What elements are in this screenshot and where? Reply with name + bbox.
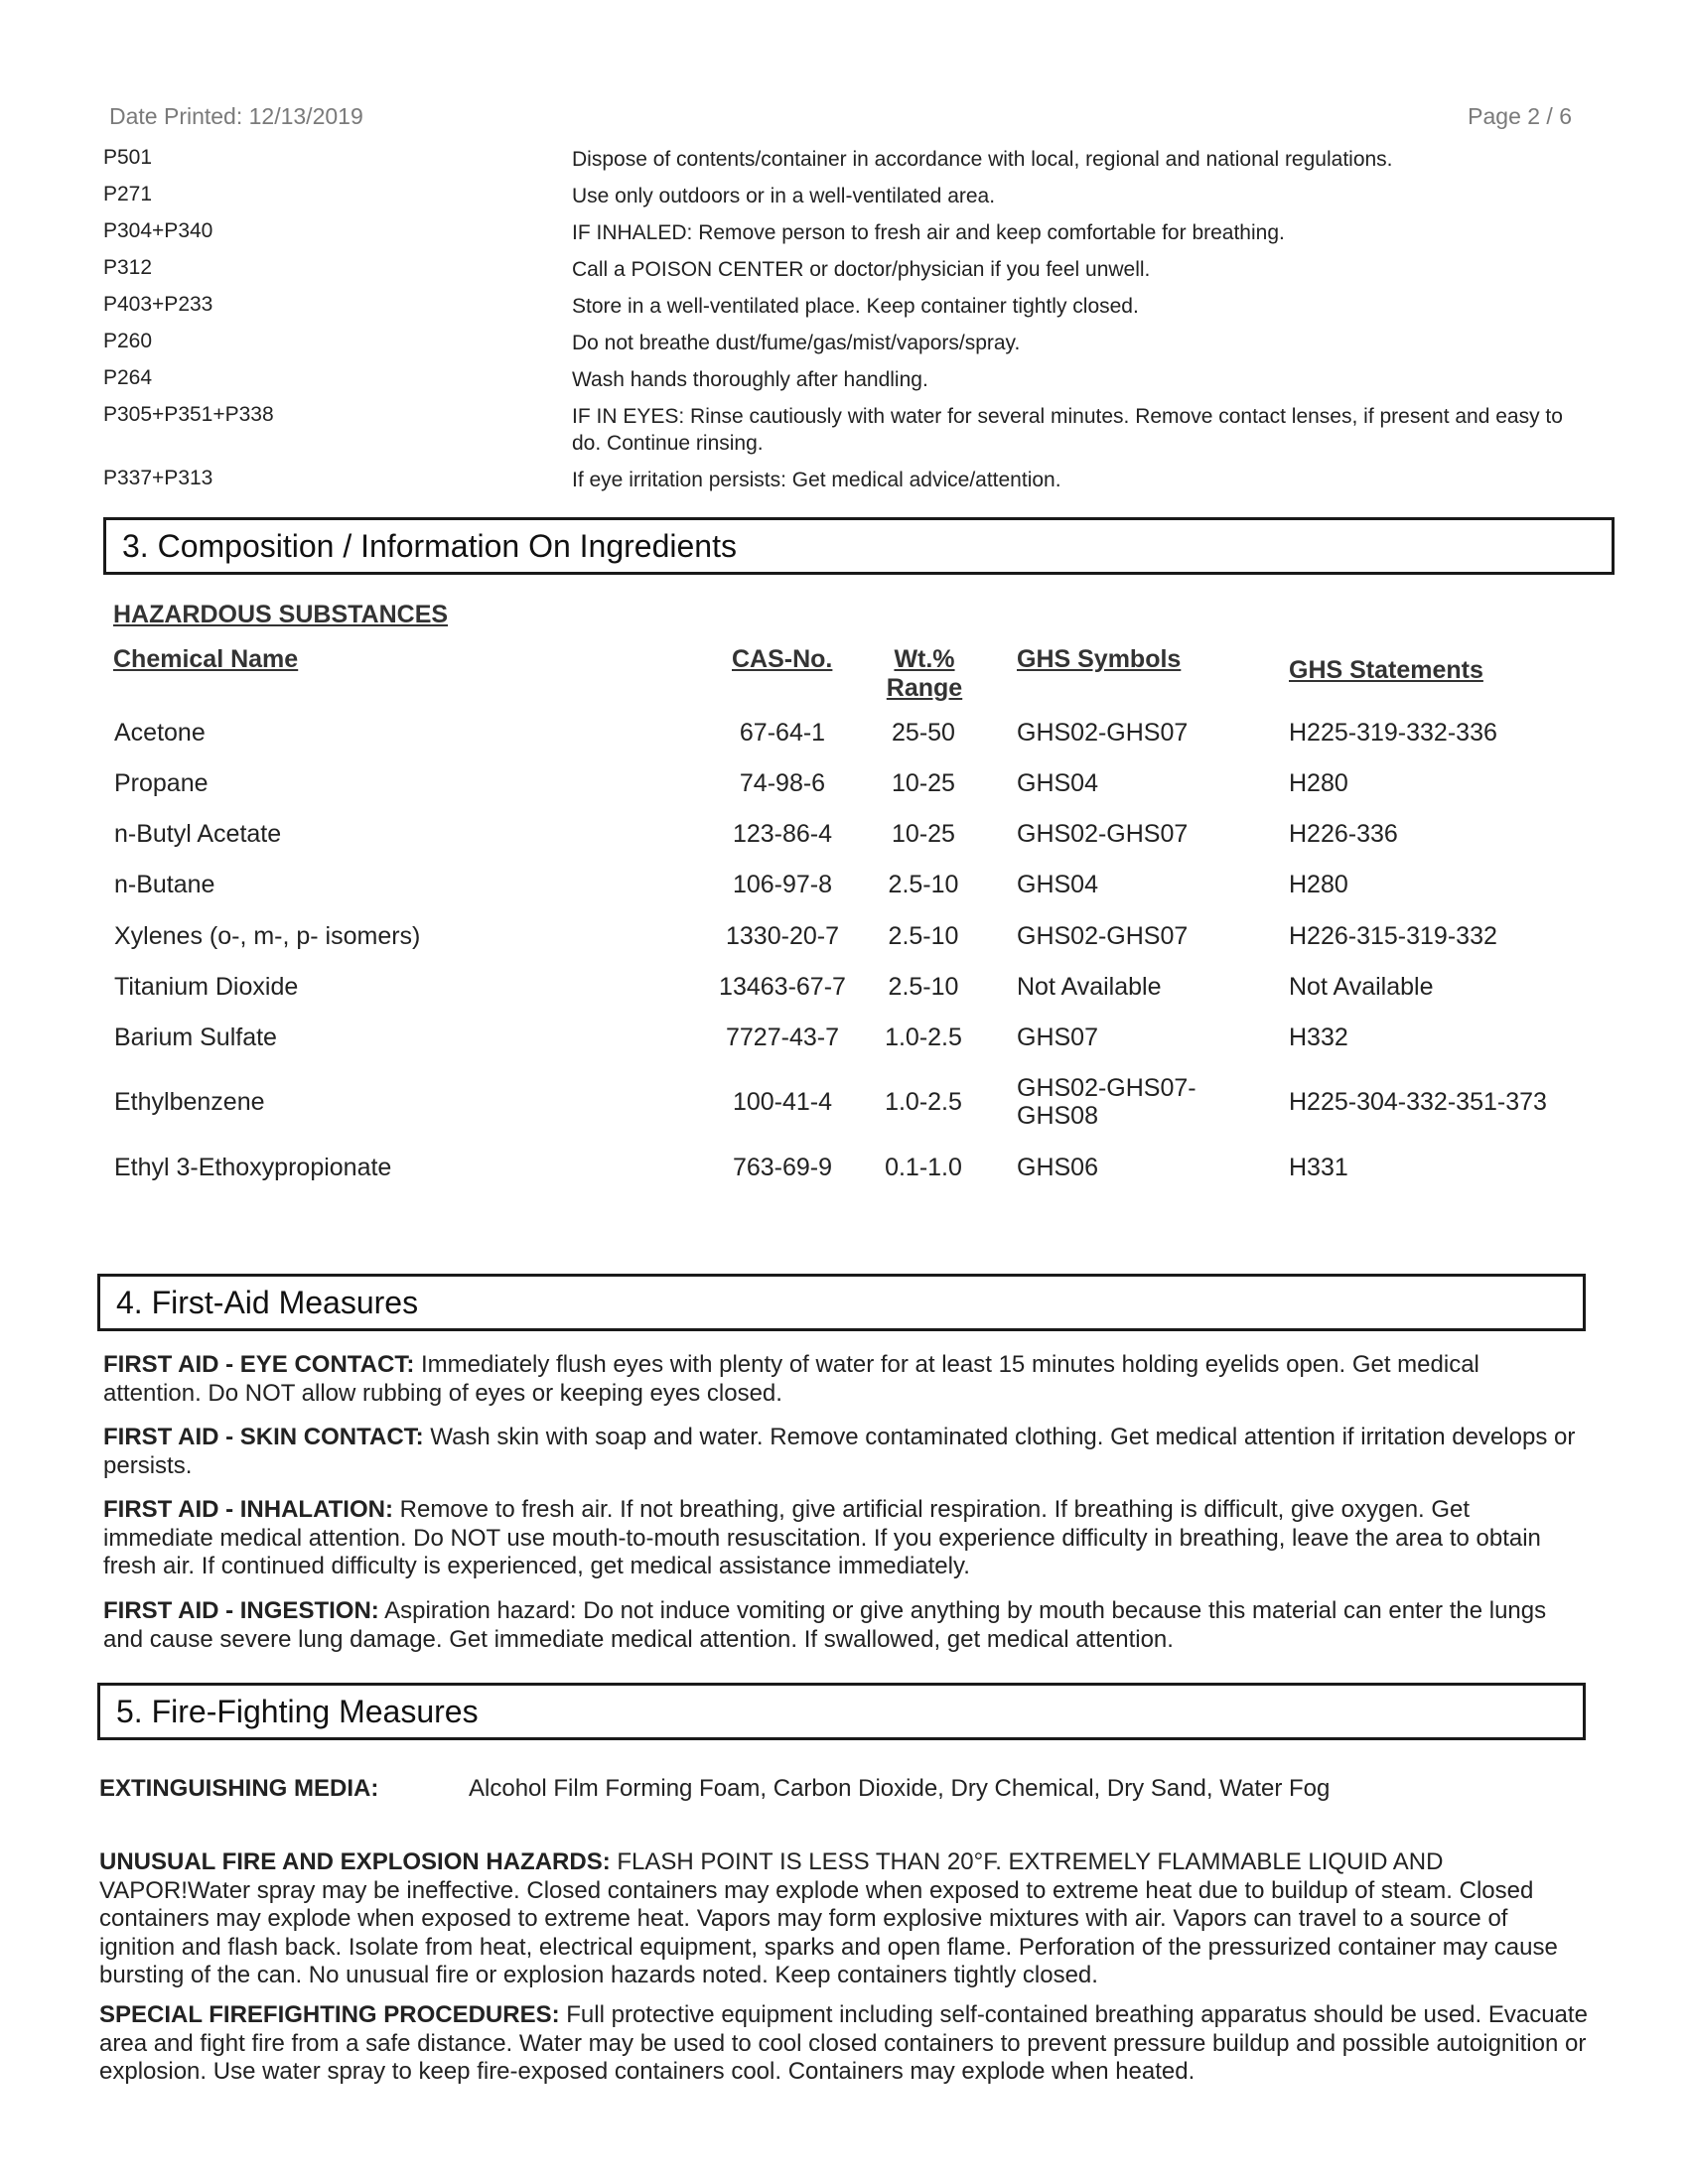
precaution-code: P260 bbox=[103, 330, 153, 352]
first-aid-inhalation-label: FIRST AID - INHALATION: bbox=[103, 1496, 393, 1523]
first-aid-ingestion-label: FIRST AID - INGESTION: bbox=[103, 1597, 379, 1624]
precaution-text: Call a POISON CENTER or doctor/physician if you feel unwell. bbox=[572, 258, 1151, 281]
ingredient-ghs-statements: H280 bbox=[1289, 769, 1348, 797]
ingredient-name: Acetone bbox=[114, 719, 206, 747]
first-aid-inhalation-text: Remove to fresh air. If not breathing, give artificial respiration. If breathing is difficult, give oxygen. Get immediate medical attention. Do NOT use mouth-to-mouth resuscitation. If you experience difficulty in breathing, leave the area to obtain fresh air. If continued difficulty is experienced, get medical assistance immediately. bbox=[103, 1496, 1541, 1579]
ingredient-name: Xylenes (o-, m-, p- isomers) bbox=[114, 922, 421, 950]
col-header-cas: CAS-No. bbox=[732, 645, 833, 673]
precaution-code: P337+P313 bbox=[103, 467, 213, 489]
unusual-hazards-label: UNUSUAL FIRE AND EXPLOSION HAZARDS: bbox=[99, 1848, 611, 1875]
page-number: Page 2 / 6 bbox=[1468, 103, 1572, 129]
precaution-text: Do not breathe dust/fume/gas/mist/vapors/spray. bbox=[572, 332, 1021, 354]
first-aid-eye bbox=[103, 1351, 1583, 1408]
ingredient-ghs-symbols: GHS06 bbox=[1017, 1154, 1098, 1181]
section-5-header: 5. Fire-Fighting Measures bbox=[97, 1683, 1586, 1740]
ingredient-ghs-statements: H226-315-319-332 bbox=[1289, 922, 1497, 950]
ingredient-name: Ethylbenzene bbox=[114, 1088, 265, 1116]
first-aid-skin bbox=[103, 1424, 1583, 1480]
col-header-ghs-statements: GHS Statements bbox=[1289, 656, 1483, 684]
ingredient-ghs-statements: H331 bbox=[1289, 1154, 1348, 1181]
first-aid-eye-label: FIRST AID - EYE CONTACT: bbox=[103, 1351, 415, 1378]
ingredient-name: Titanium Dioxide bbox=[114, 973, 299, 1001]
precaution-text: IF INHALED: Remove person to fresh air and keep comfortable for breathing. bbox=[572, 221, 1285, 244]
ingredient-cas: 1330-20-7 bbox=[726, 922, 839, 950]
ingredient-cas: 13463-67-7 bbox=[719, 973, 846, 1001]
ingredient-wt: 25-50 bbox=[892, 719, 955, 747]
ingredient-ghs-symbols: GHS07 bbox=[1017, 1024, 1098, 1051]
precaution-code: P264 bbox=[103, 366, 153, 389]
first-aid-ingestion-text: Aspiration hazard: Do not induce vomiting or give anything by mouth because this material can enter the lungs and cause severe lung damage. Get immediate medical attention. If swallowed, get medical attention. bbox=[103, 1597, 1547, 1653]
ingredient-wt: 1.0-2.5 bbox=[885, 1024, 962, 1051]
ingredient-ghs-statements: H226-336 bbox=[1289, 820, 1398, 848]
ingredient-name: Barium Sulfate bbox=[114, 1024, 277, 1051]
precaution-code: P312 bbox=[103, 256, 153, 279]
precaution-text: IF IN EYES: Rinse cautiously with water for several minutes. Remove contact lenses, if present and easy to do. Continue rinsing. bbox=[572, 405, 1563, 455]
date-printed: Date Printed: 12/13/2019 bbox=[109, 103, 363, 129]
precaution-text: If eye irritation persists: Get medical advice/attention. bbox=[572, 469, 1061, 491]
precaution-text: Use only outdoors or in a well-ventilated area. bbox=[572, 185, 996, 207]
unusual-hazards bbox=[99, 1848, 1589, 1990]
ingredient-wt: 10-25 bbox=[892, 820, 955, 848]
precaution-code: P304+P340 bbox=[103, 219, 213, 242]
ingredient-ghs-statements: H225-304-332-351-373 bbox=[1289, 1088, 1547, 1116]
special-procedures-text: Full protective equipment including self-contained breathing apparatus should be used. Evacuate area and fight fire from a safe distance. Water may be used to cool closed containers to prevent pressure buildup and possible autoignition or explosion. Use water spray to keep fire-exposed containers cool. Containers may explode when heated. bbox=[99, 2001, 1588, 2085]
ingredient-name: Ethyl 3-Ethoxypropionate bbox=[114, 1154, 392, 1181]
ingredient-ghs-symbols: Not Available bbox=[1017, 973, 1162, 1001]
ingredient-wt: 1.0-2.5 bbox=[885, 1088, 962, 1116]
ingredient-name: n-Butyl Acetate bbox=[114, 820, 282, 848]
precaution-text: Wash hands thoroughly after handling. bbox=[572, 368, 928, 391]
precaution-text: Store in a well-ventilated place. Keep container tightly closed. bbox=[572, 295, 1139, 318]
section-4-header: 4. First-Aid Measures bbox=[97, 1274, 1586, 1331]
ingredient-wt: 0.1-1.0 bbox=[885, 1154, 962, 1181]
precaution-code: P305+P351+P338 bbox=[103, 403, 274, 426]
ingredient-ghs-statements: H280 bbox=[1289, 871, 1348, 898]
ingredient-cas: 763-69-9 bbox=[732, 1154, 833, 1181]
col-header-wt-line1: Wt.% bbox=[894, 645, 955, 673]
ingredient-name: Propane bbox=[114, 769, 209, 797]
ingredient-cas: 74-98-6 bbox=[739, 769, 826, 797]
ingredient-ghs-symbols: GHS04 bbox=[1017, 871, 1098, 898]
col-header-chemical-name: Chemical Name bbox=[113, 645, 299, 673]
col-header-wt-line2: Range bbox=[886, 674, 963, 702]
first-aid-ingestion bbox=[103, 1597, 1583, 1654]
ingredient-ghs-symbols: GHS02-GHS07 bbox=[1017, 820, 1189, 848]
ingredient-cas: 7727-43-7 bbox=[726, 1024, 839, 1051]
first-aid-inhalation bbox=[103, 1496, 1583, 1581]
ingredient-wt: 2.5-10 bbox=[888, 871, 959, 898]
precaution-code: P271 bbox=[103, 183, 153, 205]
ingredient-ghs-symbols bbox=[1017, 1074, 1196, 1130]
special-procedures bbox=[99, 2001, 1589, 2087]
ingredient-cas: 123-86-4 bbox=[732, 820, 833, 848]
ingredient-ghs-symbols: GHS04 bbox=[1017, 769, 1098, 797]
unusual-hazards-text: FLASH POINT IS LESS THAN 20°F. EXTREMELY FLAMMABLE LIQUID AND VAPOR!Water spray may be ineffective. Closed containers may explode when exposed to extreme heat due to buildup of steam. Closed containers may explode when exposed to extreme heat. Vapors may form explosive mixtures with air. Vapors can travel to a source of ignition and flash back. Isolate from heat, electrical equipment, sparks and open flame. Perforation of the pressurized container may cause bursting of the can. No unusual fire or explosion hazards noted. Keep containers tightly closed. bbox=[99, 1848, 1558, 1988]
ingredient-ghs-symbols: GHS02-GHS07 bbox=[1017, 922, 1189, 950]
ingredient-wt: 10-25 bbox=[892, 769, 955, 797]
first-aid-skin-text: Wash skin with soap and water. Remove contaminated clothing. Get medical attention if irritation develops or persists. bbox=[103, 1424, 1576, 1479]
ingredient-name: n-Butane bbox=[114, 871, 215, 898]
first-aid-skin-label: FIRST AID - SKIN CONTACT: bbox=[103, 1424, 424, 1450]
precaution-code: P501 bbox=[103, 146, 153, 169]
precaution-code: P403+P233 bbox=[103, 293, 213, 316]
col-header-ghs-symbols: GHS Symbols bbox=[1017, 645, 1182, 673]
ghs-symbols-line1: GHS02-GHS07- bbox=[1017, 1074, 1196, 1102]
extinguishing-media-label: EXTINGUISHING MEDIA: bbox=[99, 1775, 379, 1802]
hazardous-substances-title: HAZARDOUS SUBSTANCES bbox=[113, 601, 449, 628]
section-3-header: 3. Composition / Information On Ingredients bbox=[103, 517, 1615, 575]
extinguishing-media bbox=[99, 1775, 1589, 1804]
ingredient-wt: 2.5-10 bbox=[888, 973, 959, 1001]
first-aid-eye-text: Immediately flush eyes with plenty of water for at least 15 minutes holding eyelids open. Get medical attention. Do NOT allow rubbing of eyes or keeping eyes closed. bbox=[103, 1351, 1479, 1407]
col-header-wt-range bbox=[886, 645, 963, 703]
ingredient-wt: 2.5-10 bbox=[888, 922, 959, 950]
ingredient-ghs-statements: Not Available bbox=[1289, 973, 1434, 1001]
ingredient-cas: 67-64-1 bbox=[739, 719, 826, 747]
ingredient-ghs-statements: H225-319-332-336 bbox=[1289, 719, 1497, 747]
extinguishing-media-text: Alcohol Film Forming Foam, Carbon Dioxide, Dry Chemical, Dry Sand, Water Fog bbox=[469, 1775, 1331, 1802]
precaution-text: Dispose of contents/container in accordance with local, regional and national regulations. bbox=[572, 148, 1393, 171]
ingredient-cas: 100-41-4 bbox=[732, 1088, 833, 1116]
ingredient-cas: 106-97-8 bbox=[732, 871, 833, 898]
special-procedures-label: SPECIAL FIREFIGHTING PROCEDURES: bbox=[99, 2001, 560, 2028]
ghs-symbols-line2: GHS08 bbox=[1017, 1102, 1098, 1130]
ingredient-ghs-statements: H332 bbox=[1289, 1024, 1348, 1051]
ingredient-ghs-symbols: GHS02-GHS07 bbox=[1017, 719, 1189, 747]
